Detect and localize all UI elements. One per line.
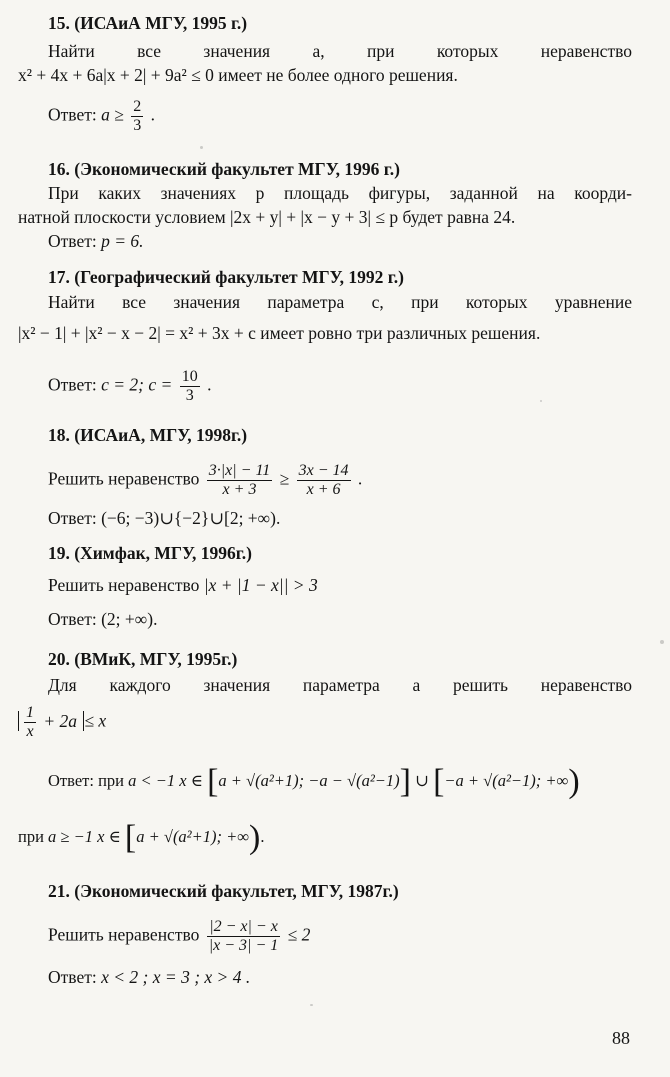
answer-label: Ответ: [48,508,97,528]
problem-21-header: 21. (Экономический факультет, МГУ, 1987г.) [48,881,399,901]
fraction-numerator: 3x − 14 [298,462,349,479]
problem-21-text [48,918,632,955]
scan-speck [660,640,664,644]
fraction-denominator: x + 6 [306,481,341,498]
problem-17-text-2: |x² − 1| + |x² − x − 2| = x² + 3x + c имеет ровно три различных решения. [18,323,541,343]
problem-20-expression [18,704,632,741]
page-number: 88 [612,1028,630,1048]
left-bracket: [ [207,763,219,801]
answer-label: Ответ: [48,609,97,629]
fraction-numerator: 10 [181,368,198,385]
answer-label: Ответ: [48,967,97,987]
fraction-denominator: x [26,723,34,740]
problem-fraction [207,918,281,955]
problem-18-answer [48,507,632,529]
answer-interval: a + √(a²+1); +∞ [136,827,250,846]
fraction-numerator: 2 [133,98,142,115]
fraction-denominator: x + 3 [222,481,257,498]
problem-16-text-2: натной плоскости условием |2x + y| + |x − y + 3| ≤ p будет равна 24. [18,207,516,227]
problem-21-answer [48,966,632,988]
answer-value: (−6; −3)∪{−2}∪[2; +∞). [101,508,281,528]
answer-set: x ∈ [179,771,203,790]
answer-end: . [207,374,212,395]
answer-value: x < 2 ; x = 3 ; x > 4 . [101,967,251,987]
right-bracket: ) [249,819,261,857]
fraction-numerator: 1 [26,704,34,721]
answer-label: Ответ: [48,374,97,395]
answer-interval: a + √(a²+1); −a − √(a²−1) [218,771,400,790]
answer-label: Ответ: при [48,771,124,790]
answer-condition: a ≥ −1 [48,827,93,846]
problem-18-header: 18. (ИСАиА, МГУ, 1998г.) [48,425,248,445]
answer-fraction [131,98,143,135]
fraction-denominator: |x − 3| − 1 [208,937,279,954]
problem-16-header: 16. (Экономический факультет МГУ, 1996 г.) [48,159,400,179]
problem-20-answer-1 [48,763,632,801]
text-end: . [357,468,363,489]
problem-20-header: 20. (ВМиК, МГУ, 1995г.) [48,649,238,669]
answer-label: Ответ: [48,104,97,125]
abs-expression [18,704,84,740]
answer-value: p = 6. [101,231,144,251]
problem-17-text-1: Найти все значения параметра c, при которых уравнение [48,292,632,312]
answer-condition: a < −1 [128,771,176,790]
expression-relation: ≤ x [84,710,107,731]
answer-end: . [150,104,155,125]
answer-union: ∪ [415,771,429,790]
right-bracket: ) [568,763,580,801]
scan-speck [310,1004,313,1006]
problem-16-text-1: При каких значениях p площадь фигуры, заданной на коорди- [48,183,632,203]
left-bracket: [ [124,819,137,857]
fraction-denominator: 3 [185,387,194,404]
answer-value: (2; +∞). [101,609,158,629]
relation: ≤ 2 [287,924,311,945]
problem-17-header: 17. (Географический факультет МГУ, 1992 г.) [48,267,404,287]
answer-end: . [260,827,265,846]
answer-label: Ответ: [48,231,97,251]
problem-text: Решить неравенство [48,575,200,595]
relation: ≥ [279,468,290,489]
fraction-numerator: |2 − x| − x [209,918,278,935]
right-fraction [297,462,351,499]
problem-text: Решить неравенство [48,468,200,489]
problem-19-text [48,574,632,596]
scan-speck [540,400,542,402]
problem-15-text-2: x² + 4x + 6a|x + 2| + 9a² ≤ 0 имеет не более одного решения. [18,65,458,85]
answer-fraction [180,368,200,405]
expression-fraction [24,704,36,741]
problem-expression: |x + |1 − x|| > 3 [203,575,318,595]
left-bracket: [ [433,763,445,801]
answer-set: x ∈ [97,827,121,846]
scan-speck [200,146,203,149]
problem-19-answer [48,608,632,630]
problem-15-answer [48,98,632,135]
problem-20-text: Для каждого значения параметра a решить неравенство [48,675,632,695]
right-bracket: ] [399,763,411,801]
fraction-numerator: 3·|x| − 11 [208,462,271,479]
answer-value: a ≥ [101,104,124,125]
problem-20-answer-2 [18,819,632,857]
problem-18-text [48,462,632,499]
left-fraction [207,462,273,499]
answer-interval: −a + √(a²−1); +∞ [444,771,569,790]
problem-15-text-1: Найти все значения a, при которых неравенство [48,41,632,61]
problem-15-header: 15. (ИСАиА МГУ, 1995 г.) [48,13,248,33]
fraction-denominator: 3 [133,117,142,134]
problem-17-answer [48,368,632,405]
answer-label: при [18,827,44,846]
problem-16-answer [48,230,632,252]
problem-19-header: 19. (Химфак, МГУ, 1996г.) [48,543,252,563]
problem-text: Решить неравенство [48,924,200,945]
answer-value: c = 2; c = [101,374,173,395]
expression-rest: + 2a [43,710,78,731]
